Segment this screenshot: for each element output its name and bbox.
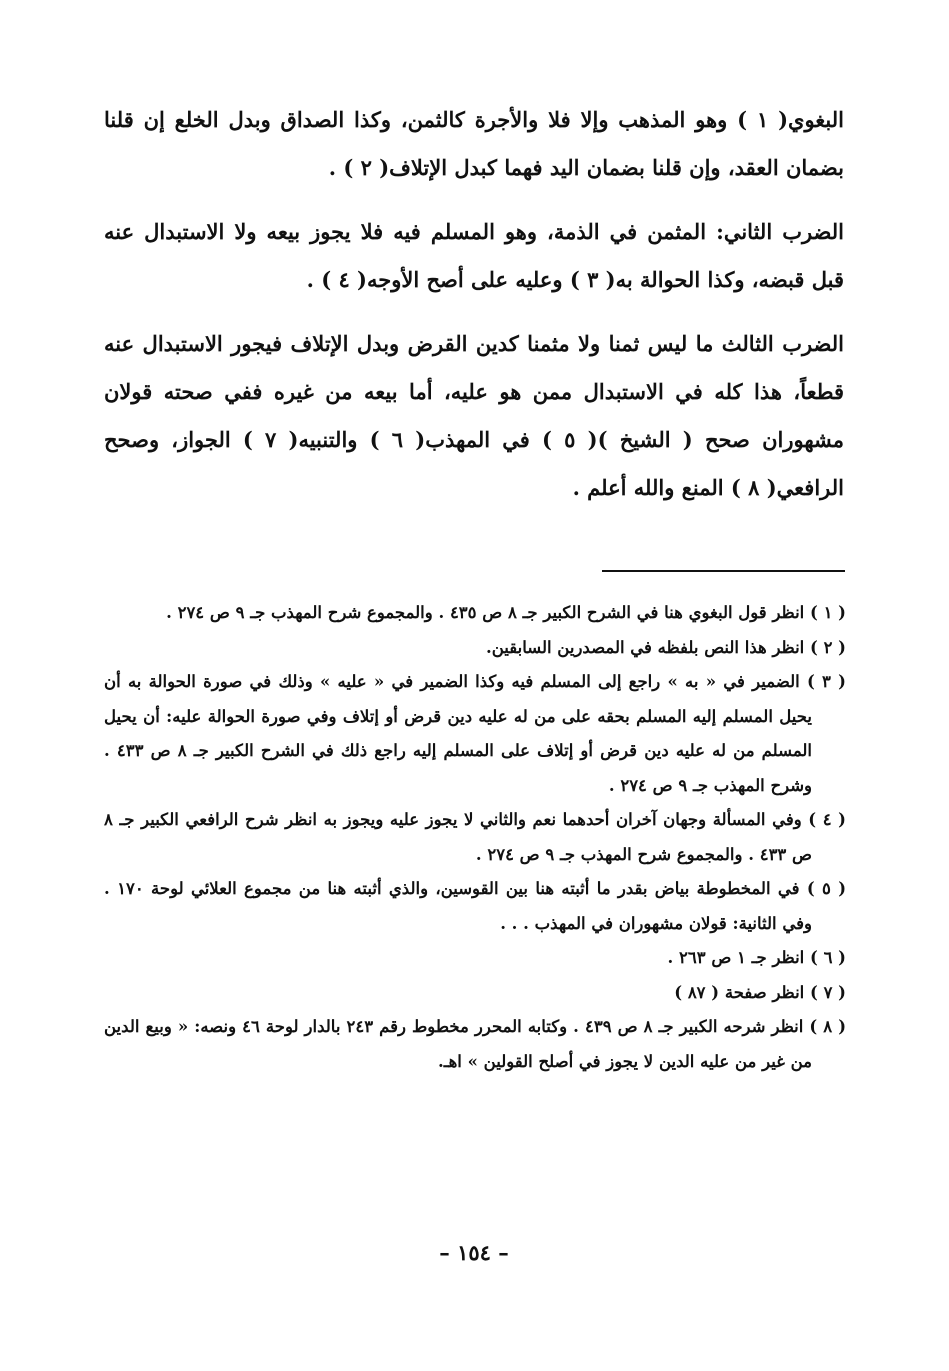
footnote: ( ٥ ) في المخطوطة بياض بقدر ما أثبته هنا بين القوسين، والذي أثبته هنا من مجموع العلائي لوحة ١٧٠ . وفي الثانية: قولان مشهوران في المهذب . . . xyxy=(104,879,847,933)
footnote: ( ٣ ) الضمير في « به » راجع إلى المسلم فيه وكذا الضمير في « عليه » وذلك في صورة الحوالة به أن يحيل المسلم إليه المسلم بحقه على من له عليه دين قرض أو إتلاف وفي صورة الحوالة عليه: أن يحيل المسلم من له عليه دين قرض أو إتلاف على المسلم إليه راجع ذلك في الشرح الكبير جـ ٨ ص ٤٣٣ . وشرح المهذب جـ ٩ ص ٢٧٤ . xyxy=(104,672,846,795)
footnote: ( ٤ ) وفي المسألة وجهان آخران أحدهما نعم والثاني لا يجوز عليه ويجوز به انظر شرح الرافعي الكبير جـ ٨ ص ٤٣٣ . والمجموع شرح المهذب جـ ٩ ص ٢٧٤ . xyxy=(104,810,846,864)
footnote: ( ١ ) انظر قول البغوي هنا في الشرح الكبير جـ ٨ ص ٤٣٥ . والمجموع شرح المهذب جـ ٩ ص ٢٧٤ . xyxy=(166,603,846,622)
footnote-separator xyxy=(602,570,845,572)
body-paragraph: الضرب الثاني: المثمن في الذمة، وهو المسلم فيه فلا يجوز بيعه ولا الاستبدال عنه قبل قبضه، وكذا الحوالة به( ٣ ) وعليه على أصح الأوجه( ٤ ) . xyxy=(104,219,844,292)
footnote: ( ٢ ) انظر هذا النص بلفظه في المصدرين السابقين. xyxy=(485,637,846,657)
page-number: – ١٥٤ – xyxy=(439,1240,509,1265)
body-paragraph: الضرب الثالث ما ليس ثمنا ولا مثمنا كدين القرض وبدل الإتلاف فيجور الاستبدال عنه قطعاً، هذا كله في الاستبدال ممن هو عليه، أما بيعه من غيره ففي صحته قولان مشهوران صحح ( الشيخ )( ٥ ) في المهذب( ٦ ) والتنبيه( ٧ ) الجواز، وصحح الرافعي( ٨ ) المنع والله أعلم . xyxy=(104,331,845,500)
footnote: ( ٨ ) انظر شرحه الكبير جـ ٨ ص ٤٣٩ . وكتابه المحرر مخطوط رقم ٢٤٣ بالدار لوحة ٤٦ ونصه: « وبيع الدين من غير من عليه الدين لا يجوز في أصلح القولين » اهـ. xyxy=(104,1017,847,1071)
body-paragraph: البغوي( ١ ) وهو المذهب وإلا فلا والأجرة كالثمن، وكذا الصداق وبدل الخلع إن قلنا بضمان العقد، وإن قلنا بضمان اليد فهما كبدل الإتلاف( ٢ ) . xyxy=(104,107,844,180)
footnotes xyxy=(104,596,846,1079)
footnote: ( ٧ ) انظر صفحة ( ٨٧ ) xyxy=(674,982,846,1002)
footnote: ( ٦ ) انظر جـ ١ ص ٢٦٣ . xyxy=(667,948,846,967)
main-text xyxy=(104,96,844,528)
